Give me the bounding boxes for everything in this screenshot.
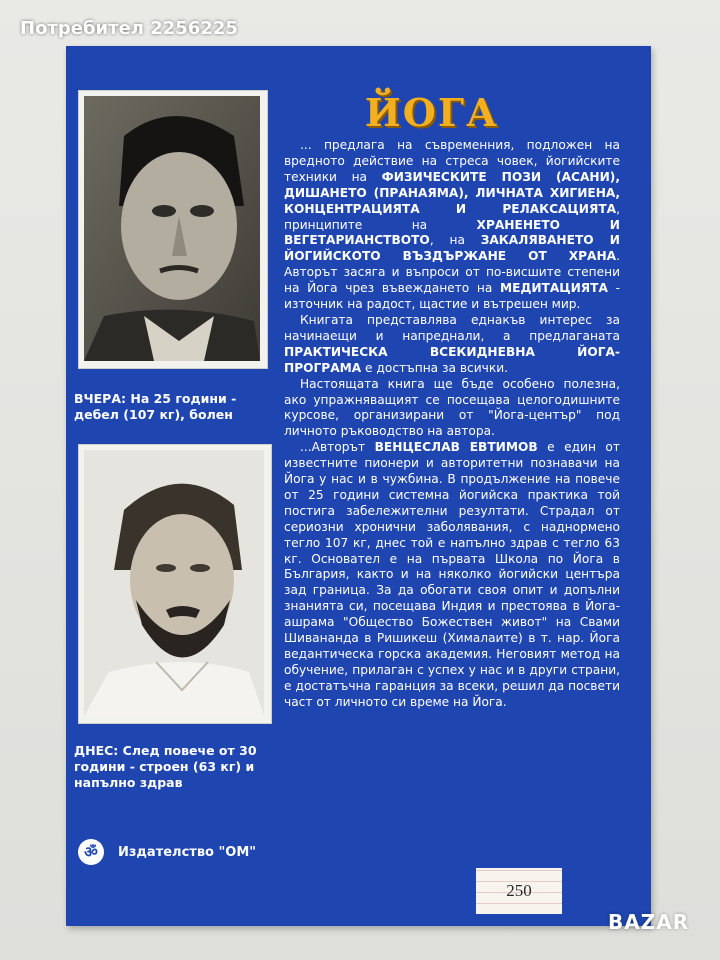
publisher-name: Издателство "ОМ" <box>118 844 257 860</box>
photo-today <box>78 444 272 724</box>
watermark: Потребител 2256225 <box>20 18 238 39</box>
caption-yesterday: ВЧЕРА: На 25 години - дебел (107 кг), болен <box>74 391 237 422</box>
price-sticker <box>476 868 562 914</box>
om-symbol-icon: ॐ <box>78 839 104 865</box>
book-back-cover <box>66 46 651 926</box>
portrait-bearded-man <box>84 450 264 716</box>
text-span: . Авторът засяга и въпроси от по-висшите степени на Йога чрез въвеждането на <box>284 249 620 296</box>
site-logo: BAZAR <box>608 910 690 934</box>
text-span: , на <box>429 233 481 248</box>
book-title: ЙОГА <box>364 90 500 135</box>
text-span: , принципите на <box>284 201 620 232</box>
text-bold: МЕДИТАЦИЯТА <box>500 281 608 296</box>
text-span: е достъпна за всички. <box>361 360 508 375</box>
text-bold: ХРАНЕНЕТО И ВЕГЕТАРИАНСТВОТО <box>284 217 621 248</box>
caption-today: ДНЕС: След повече от 30 години - строен (63 кг) и напълно здрав <box>74 743 257 790</box>
back-cover-text <box>284 138 620 711</box>
paragraph-author <box>284 440 620 710</box>
paragraph-intro <box>284 138 620 313</box>
portrait-young-man <box>84 96 260 361</box>
text-bold: ФИЗИЧЕСКИТЕ ПОЗИ (АСАНИ), ДИШАНЕТО (ПРАНАЯМА), ЛИЧНАТА ХИГИЕНА, КОНЦЕНТРАЦИЯТА И РЕЛАКСАЦИЯТА <box>284 169 620 216</box>
publisher <box>78 839 256 865</box>
text-span: ... предлага на съвременния, подложен на вредното действие на стреса човек, йогийските техники на <box>284 138 620 184</box>
text-span: е един от известните пионери и авторитетни познавачи на Йога у нас и в чужбина. В продължение на повече от 25 години системна йогийска практика той постига забележителни резултати. Страдал от сериозни хронични заболявания, с наднормено тегло 107 кг, днес той е напълно здрав с тегло 63 кг. Основател е на първата Школа по Йога в България, както и на няколко йогийски центъра зад граница. За да обогати своя опит и допълни знанията си, посещава Индия и престоява в Йога-ашрама "Общество Божествен живот" на Свами Шивананда в Ришикеш (Хималаите) в т. нар. Йога ведантическа горска академия. Неговият метод на обучение, прилаган с успех у нас и в други страни, е достатъчна гаранция за всеки, решил да посвети част от личното си време на Йога. <box>284 440 620 709</box>
text-span: Книгата представлява еднакъв интерес за начинаещи и напреднали, а предлаганата <box>284 312 620 343</box>
text-bold: ПРАКТИЧЕСКА ВСЕКИДНЕВНА ЙОГА-ПРОГРАМА <box>284 344 620 375</box>
text-bold: ВЕНЦЕСЛАВ ЕВТИМОВ <box>374 440 538 455</box>
text-span: ...Авторът <box>300 440 375 455</box>
text-span: - източник на радост, щастие и вътрешен мир. <box>284 281 620 312</box>
paragraph-courses: Настоящата книга ще бъде особено полезна, ако упражняващият се посещава целогодишните курсове, организирани от "Йога-център" под личното ръководство на автора. <box>284 376 620 439</box>
photo-yesterday <box>78 90 268 369</box>
text-bold: ЗАКАЛЯВАНЕТО И ЙОГИЙСКОТО ВЪЗДЪРЖАНЕ ОТ ХРАНА <box>284 233 620 264</box>
paragraph-program <box>284 313 620 377</box>
price-value: 250 <box>506 881 532 900</box>
